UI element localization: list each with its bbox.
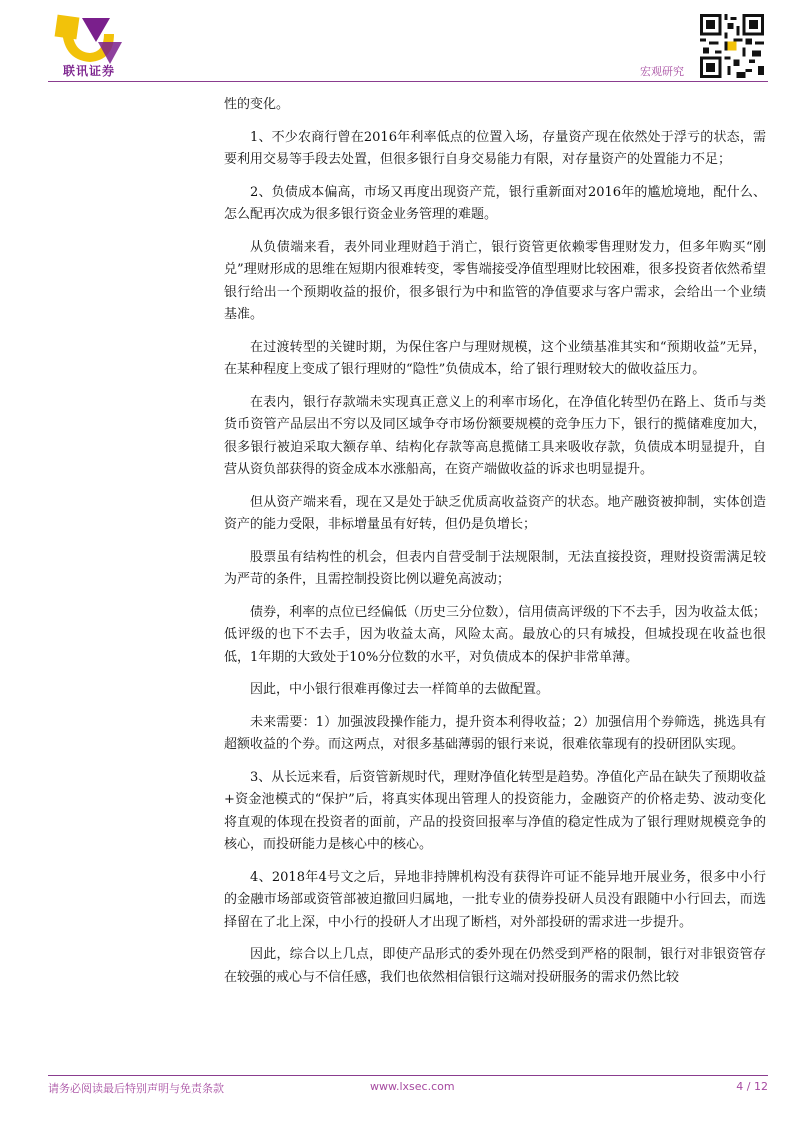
- body-paragraph: 在表内，银行存款端未实现真正意义上的利率市场化，在净值化转型仍在路上、货币与类货币资管产品层出不穷以及同区域争夺市场份额要规模的竞争压力下，银行的揽储难度加大，很多银行被迫采取大额存单、结构化存款等高息揽储工具来吸收存款，负债成本明显提升，自营从资负部获得的资金成本水涨船高，在资产端做收益的诉求也明显提升。: [224, 394, 766, 477]
- disclaimer-notice: 请务必阅读最后特别声明与免责条款: [48, 1082, 224, 1095]
- body-paragraph: 未来需要：1）加强波段操作能力，提升资本利得收益；2）加强信用个券筛选，挑选具有超额收益的个券。而这两点，对很多基础薄弱的银行来说，很难依靠现有的投研团队实现。: [224, 714, 766, 752]
- body-paragraph: 性的变化。: [224, 97, 290, 112]
- body-paragraph: 4、2018年4号文之后，异地非持牌机构没有获得许可证不能异地开展业务，很多中小行的金融市场部或资管部被迫撤回归属地，一批专业的债券投研人员没有跟随中小行回去，而选择留在了北上深，中小行的投研人才出现了断档，对外部投研的需求进一步提升。: [224, 869, 766, 930]
- footer-divider: [48, 1075, 768, 1076]
- body-paragraph: 债券，利率的点位已经偏低（历史三分位数），信用债高评级的下不去手，因为收益太低；低评级的也下不去手，因为收益太高，风险太高。最放心的只有城投，但城投现在收益也很低，1年期的大致处于10%分位数的水平，对负债成本的保护非常单薄。: [224, 604, 766, 665]
- body-paragraph: 但从资产端来看，现在又是处于缺乏优质高收益资产的状态。地产融资被抑制，实体创造资产的能力受限，非标增量虽有好转，但仍是负增长；: [224, 494, 766, 532]
- body-paragraph: 从负债端来看，表外同业理财趋于消亡，银行资管更依赖零售理财发力，但多年购买“刚兑”理财形成的思维在短期内很难转变，零售端接受净值型理财比较困难，很多投资者依然希望银行给出一个预期收益的报价，很多银行为中和监管的净值要求与客户需求，会给出一个业绩基准。: [224, 239, 766, 322]
- body-paragraph: 因此，综合以上几点，即使产品形式的委外现在仍然受到严格的限制，银行对非银资管存在较强的戒心与不信任感，我们也依然相信银行这端对投研服务的需求仍然比较: [224, 947, 766, 985]
- page-number: 4 / 12: [736, 1080, 768, 1093]
- header-divider: [48, 81, 768, 82]
- brand-name: 联讯证券: [62, 64, 115, 78]
- report-section-label: 宏观研究: [640, 65, 684, 78]
- body-paragraph: 因此，中小银行很难再像过去一样简单的去做配置。: [250, 682, 550, 697]
- body-paragraph: 股票虽有结构性的机会，但表内自营受制于法规限制，无法直接投资，理财投资需满足较为严苛的条件，且需控制投资比例以避免高波动；: [224, 549, 766, 587]
- page-footer: [48, 1080, 768, 1100]
- qr-code-icon: [700, 14, 764, 78]
- body-paragraph: 在过渡转型的关键时期，为保住客户与理财规模，这个业绩基准其实和“预期收益”无异，在某种程度上变成了银行理财的“隐性”负债成本，给了银行理财较大的做收益压力。: [224, 339, 766, 377]
- body-paragraph: 2、负债成本偏高，市场又再度出现资产荒，银行重新面对2016年的尴尬境地，配什么、怎么配再次成为很多银行资金业务管理的难题。: [224, 184, 766, 222]
- page-header: [0, 0, 800, 86]
- body-paragraph: 3、从长远来看，后资管新规时代，理财净值化转型是趋势。净值化产品在缺失了预期收益+资金池模式的“保护”后，将真实体现出管理人的投资能力，金融资产的价格走势、波动变化将直观的体现在投资者的面前，产品的投资回报率与净值的稳定性成为了银行理财规模竞争的核心，而投研能力是核心中的核心。: [224, 769, 766, 852]
- report-body: [224, 94, 766, 999]
- body-paragraph: 1、不少农商行曾在2016年利率低点的位置入场，存量资产现在依然处于浮亏的状态，需要利用交易等手段去处置，但很多银行自身交易能力有限，对存量资产的处置能力不足；: [224, 129, 766, 167]
- website-link[interactable]: www.lxsec.com: [370, 1080, 455, 1093]
